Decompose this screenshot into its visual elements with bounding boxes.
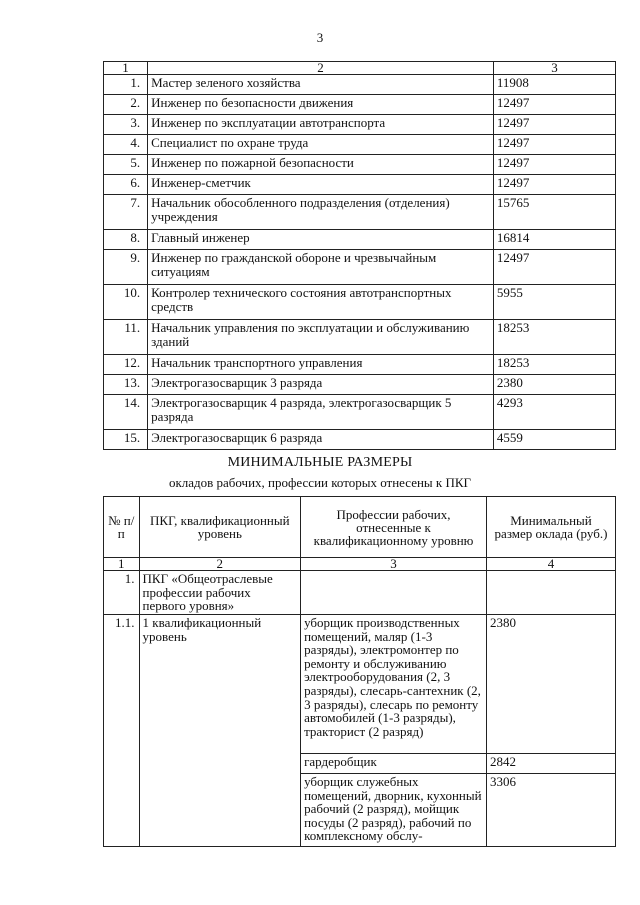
table-row	[104, 195, 616, 230]
row-position: Инженер-сметчик	[148, 175, 494, 195]
column-number-2: 2	[139, 558, 301, 571]
row-number: 8.	[104, 230, 148, 250]
profession-list: уборщик производственных помещений, маляр (1-3 разряды), электромонтер по ремонту и обслуживанию электрооборудования (2, 3 разряды), слесарь-сантехник (2, 3 разряды), слесарь по ремонту автомобилей (1-3 разряды), тракторист (2 разряд)	[301, 614, 487, 753]
row-number: 10.	[104, 285, 148, 320]
table-row	[104, 430, 616, 450]
salary-table-positions	[103, 61, 616, 450]
row-position: Инженер по эксплуатации автотранспорта	[148, 115, 494, 135]
row-number: 14.	[104, 395, 148, 430]
profession-row	[104, 614, 616, 753]
column-number-1: 1	[104, 558, 140, 571]
table-row	[104, 375, 616, 395]
row-salary: 4293	[493, 395, 615, 430]
row-position: Начальник управления по эксплуатации и обслуживанию зданий	[148, 320, 494, 355]
row-number: 13.	[104, 375, 148, 395]
table-row	[104, 250, 616, 285]
row-number: 1.	[104, 75, 148, 95]
pkg-empty-cell	[301, 571, 487, 615]
row-salary: 2380	[493, 375, 615, 395]
row-salary: 12497	[493, 250, 615, 285]
profession-salary: 2842	[486, 753, 615, 773]
row-position: Инженер по пожарной безопасности	[148, 155, 494, 175]
table-row	[104, 135, 616, 155]
row-salary: 11908	[493, 75, 615, 95]
row-number: 7.	[104, 195, 148, 230]
row-position: Электрогазосварщик 6 разряда	[148, 430, 494, 450]
table-row	[104, 355, 616, 375]
row-salary: 12497	[493, 95, 615, 115]
table-header-row	[104, 497, 616, 558]
profession-list: гардеробщик	[301, 753, 487, 773]
column-number-row	[104, 558, 616, 571]
header-col-3: 3	[493, 62, 615, 75]
table-row	[104, 115, 616, 135]
pkg-number: 1.	[104, 571, 140, 615]
pkg-name: ПКГ «Общеотраслевые профессии рабочих первого уровня»	[139, 571, 301, 615]
row-salary: 12497	[493, 115, 615, 135]
row-salary: 4559	[493, 430, 615, 450]
header-number: № п/п	[104, 497, 140, 558]
row-position: Специалист по охране труда	[148, 135, 494, 155]
row-number: 5.	[104, 155, 148, 175]
header-col-1: 1	[104, 62, 148, 75]
pkg-row	[104, 571, 616, 615]
header-pkg: ПКГ, квалификационный уровень	[139, 497, 301, 558]
header-min-salary: Минимальный размер оклада (руб.)	[486, 497, 615, 558]
row-position: Начальник транспортного управления	[148, 355, 494, 375]
table-row	[104, 95, 616, 115]
table-row	[104, 285, 616, 320]
row-position: Инженер по безопасности движения	[148, 95, 494, 115]
column-number-3: 3	[301, 558, 487, 571]
table-row	[104, 155, 616, 175]
salary-table-workers	[103, 496, 616, 847]
row-number: 9.	[104, 250, 148, 285]
row-position: Инженер по гражданской обороне и чрезвычайным ситуациям	[148, 250, 494, 285]
row-salary: 12497	[493, 135, 615, 155]
table-row	[104, 395, 616, 430]
profession-list: уборщик служебных помещений, дворник, кухонный рабочий (2 разряд), мойщик посуды (2 разряд), рабочий по комплексному обслу-	[301, 773, 487, 846]
row-number: 15.	[104, 430, 148, 450]
column-number-4: 4	[486, 558, 615, 571]
profession-salary: 3306	[486, 773, 615, 846]
table-row	[104, 230, 616, 250]
row-number: 3.	[104, 115, 148, 135]
row-salary: 12497	[493, 155, 615, 175]
row-position: Главный инженер	[148, 230, 494, 250]
section-title: МИНИМАЛЬНЫЕ РАЗМЕРЫ	[227, 455, 413, 470]
row-salary: 15765	[493, 195, 615, 230]
row-position: Начальник обособленного подразделения (отделения) учреждения	[148, 195, 494, 230]
level-number: 1.1.	[104, 614, 140, 846]
row-position: Мастер зеленого хозяйства	[148, 75, 494, 95]
profession-salary: 2380	[486, 614, 615, 753]
row-salary: 5955	[493, 285, 615, 320]
row-position: Электрогазосварщик 3 разряда	[148, 375, 494, 395]
table-row	[104, 175, 616, 195]
table-row	[104, 75, 616, 95]
row-position: Электрогазосварщик 4 разряда, электрогазосварщик 5 разряда	[148, 395, 494, 430]
section-subtitle: окладов рабочих, профессии которых отнесены к ПКГ	[168, 475, 472, 490]
table-row	[104, 320, 616, 355]
row-position: Контролер технического состояния автотранспортных средств	[148, 285, 494, 320]
pkg-empty-cell	[486, 571, 615, 615]
row-number: 11.	[104, 320, 148, 355]
row-salary: 18253	[493, 355, 615, 375]
row-number: 2.	[104, 95, 148, 115]
row-salary: 16814	[493, 230, 615, 250]
table-header-row	[104, 62, 616, 75]
header-professions: Профессии рабочих, отнесенные к квалификационному уровню	[301, 497, 487, 558]
row-salary: 12497	[493, 175, 615, 195]
page-number: 3	[316, 30, 324, 45]
header-col-2: 2	[148, 62, 494, 75]
row-number: 6.	[104, 175, 148, 195]
row-number: 4.	[104, 135, 148, 155]
level-name: 1 квалификационный уровень	[139, 614, 301, 846]
row-number: 12.	[104, 355, 148, 375]
row-salary: 18253	[493, 320, 615, 355]
